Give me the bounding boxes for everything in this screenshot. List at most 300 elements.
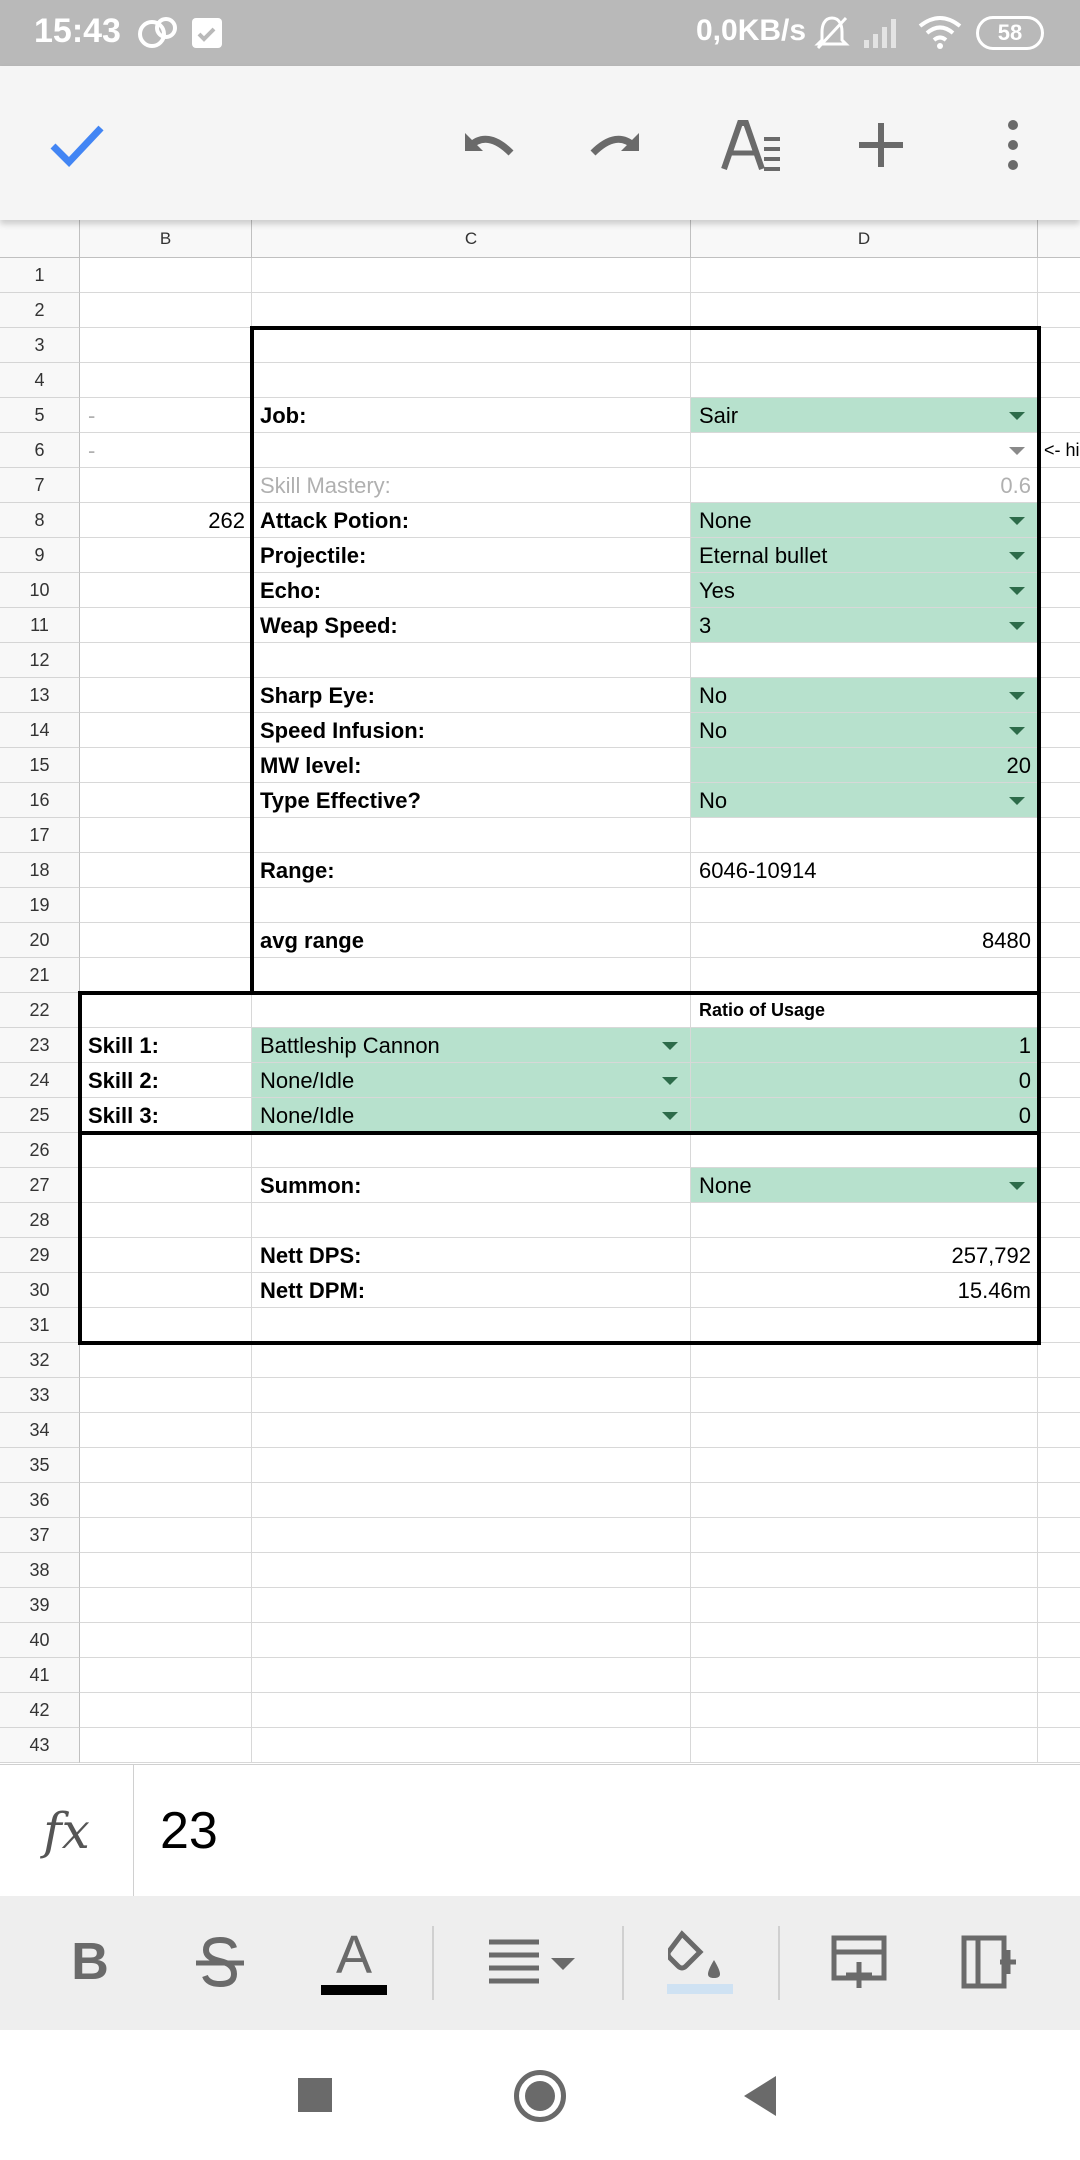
cell-c25[interactable]	[252, 1098, 691, 1133]
formula-input[interactable]: 23	[160, 1802, 218, 1860]
cell-text: 15.46m	[957, 1278, 1031, 1303]
grid-cell[interactable]	[80, 1343, 252, 1378]
add-icon[interactable]	[846, 110, 916, 180]
row-header[interactable]: 2	[0, 293, 80, 328]
status-bar	[0, 0, 1080, 66]
cell-b8[interactable]	[80, 503, 252, 538]
grid-cell[interactable]	[691, 958, 1038, 993]
cell-b6[interactable]	[80, 433, 252, 468]
cell-text: avg range	[260, 928, 364, 953]
row-header[interactable]: 27	[0, 1168, 80, 1203]
grid-cell[interactable]	[252, 1343, 691, 1378]
cell-text: None/Idle	[260, 1103, 355, 1128]
row-header[interactable]: 36	[0, 1483, 80, 1518]
grid-cell[interactable]	[80, 258, 252, 293]
status-time: 15:43	[34, 12, 121, 50]
cell-d30[interactable]	[691, 1273, 1038, 1308]
grid-cell[interactable]	[80, 748, 252, 783]
grid-cell[interactable]	[1038, 923, 1080, 958]
row-header[interactable]: 39	[0, 1588, 80, 1623]
cell-text: 20	[1006, 753, 1031, 778]
grid-cell[interactable]	[1038, 783, 1080, 818]
grid-cell[interactable]	[80, 923, 252, 958]
grid-cell[interactable]	[1038, 1063, 1080, 1098]
row-header[interactable]: 3	[0, 328, 80, 363]
grid-cell[interactable]	[252, 1413, 691, 1448]
grid-cell[interactable]	[1038, 1168, 1080, 1203]
wifi-icon	[918, 14, 962, 55]
grid-cell[interactable]	[80, 818, 252, 853]
cell-text: No	[699, 683, 728, 708]
column-header-b[interactable]: B	[80, 220, 252, 258]
grid-cell[interactable]	[252, 1203, 691, 1238]
cell-text: 0	[1018, 1103, 1031, 1128]
grid-cell[interactable]	[80, 1238, 252, 1273]
cell-text: Skill Mastery:	[260, 473, 391, 498]
row-header[interactable]: 15	[0, 748, 80, 783]
cell-c14[interactable]	[252, 713, 691, 748]
grid-cell[interactable]	[80, 573, 252, 608]
grid-cell[interactable]	[80, 468, 252, 503]
grid-cell[interactable]	[252, 1308, 691, 1343]
grid-cell[interactable]	[1038, 1518, 1080, 1553]
row-header[interactable]: 24	[0, 1063, 80, 1098]
row-header[interactable]: 38	[0, 1553, 80, 1588]
cell-text: 3	[699, 613, 712, 638]
row-header[interactable]: 29	[0, 1238, 80, 1273]
grid-cell[interactable]	[252, 1588, 691, 1623]
cell-text: No	[699, 788, 728, 813]
row-header[interactable]: 4	[0, 363, 80, 398]
row-header[interactable]: 21	[0, 958, 80, 993]
grid-cell[interactable]	[691, 888, 1038, 923]
row-header[interactable]: 9	[0, 538, 80, 573]
more-vert-icon[interactable]	[978, 110, 1048, 180]
grid-cell[interactable]	[1038, 503, 1080, 538]
grid-cell[interactable]	[1038, 573, 1080, 608]
cell-c16[interactable]	[252, 783, 691, 818]
grid-cell[interactable]	[1038, 1378, 1080, 1413]
cell-d9[interactable]	[691, 538, 1038, 573]
grid-cell[interactable]	[691, 328, 1038, 363]
row-header[interactable]: 19	[0, 888, 80, 923]
cell-d5[interactable]	[691, 398, 1038, 433]
grid-cell[interactable]	[80, 363, 252, 398]
row-header[interactable]: 12	[0, 643, 80, 678]
grid-cell[interactable]	[252, 1623, 691, 1658]
grid-cell[interactable]	[1038, 1623, 1080, 1658]
grid-cell[interactable]	[252, 1553, 691, 1588]
spreadsheet-grid[interactable]	[0, 220, 1080, 1764]
row-header[interactable]: 42	[0, 1693, 80, 1728]
grid-cell[interactable]	[80, 888, 252, 923]
grid-cell[interactable]	[1038, 643, 1080, 678]
insert-column-icon[interactable]	[956, 1922, 1022, 2002]
calendar-icon	[190, 14, 224, 55]
cell-c11[interactable]	[252, 608, 691, 643]
grid-cell[interactable]	[691, 643, 1038, 678]
cell-text: Yes	[699, 578, 735, 603]
grid-cell[interactable]	[80, 1623, 252, 1658]
grid-cell[interactable]	[1038, 1658, 1080, 1693]
cell-text: Speed Infusion:	[260, 718, 425, 743]
grid-cell[interactable]	[1038, 1588, 1080, 1623]
row-header[interactable]: 17	[0, 818, 80, 853]
grid-cell[interactable]	[80, 1168, 252, 1203]
grid-cell[interactable]	[80, 713, 252, 748]
grid-cell[interactable]	[252, 1483, 691, 1518]
redo-icon[interactable]	[582, 110, 652, 180]
grid-cell[interactable]	[1038, 328, 1080, 363]
cell-d13[interactable]	[691, 678, 1038, 713]
row-header[interactable]: 18	[0, 853, 80, 888]
grid-cell[interactable]	[691, 1623, 1038, 1658]
text-color-icon[interactable]: A	[318, 1922, 390, 2002]
cell-text: 0.6	[1000, 473, 1031, 498]
cell-b25[interactable]	[80, 1098, 252, 1133]
cell-text: None/Idle	[260, 1068, 355, 1093]
row-header[interactable]: 30	[0, 1273, 80, 1308]
row-header[interactable]: 16	[0, 783, 80, 818]
grid-cell[interactable]	[1038, 1728, 1080, 1763]
row-header[interactable]: 31	[0, 1308, 80, 1343]
cell-text: No	[699, 718, 728, 743]
grid-cell[interactable]	[80, 1273, 252, 1308]
cell-text: None	[699, 1173, 752, 1198]
cell-text: 6046-10914	[699, 858, 817, 883]
grid-cell[interactable]	[691, 1343, 1038, 1378]
dropdown-arrow-icon[interactable]	[1009, 727, 1025, 735]
cell-d18[interactable]	[691, 853, 1038, 888]
row-header[interactable]: 6	[0, 433, 80, 468]
check-icon[interactable]	[42, 110, 112, 180]
grid-cell[interactable]	[1038, 538, 1080, 573]
home-icon[interactable]	[514, 2070, 566, 2122]
dropdown-arrow-icon[interactable]	[1009, 797, 1025, 805]
grid-cell[interactable]	[691, 1588, 1038, 1623]
cell-c30[interactable]	[252, 1273, 691, 1308]
cell-c20[interactable]	[252, 923, 691, 958]
cell-c9[interactable]	[252, 538, 691, 573]
cell-text: 1	[1018, 1033, 1031, 1058]
grid-cell[interactable]	[1038, 888, 1080, 923]
grid-cell[interactable]	[252, 1693, 691, 1728]
cell-text: MW level:	[260, 753, 362, 778]
grid-cell[interactable]	[1038, 748, 1080, 783]
grid-cell[interactable]	[691, 1378, 1038, 1413]
grid-cell[interactable]	[1038, 993, 1080, 1028]
grid-cell[interactable]	[80, 1483, 252, 1518]
cell-d10[interactable]	[691, 573, 1038, 608]
grid-cell[interactable]	[80, 1308, 252, 1343]
cell-b5[interactable]	[80, 398, 252, 433]
cell-text: 8480	[982, 928, 1031, 953]
strikethrough-icon[interactable]	[190, 1922, 250, 2002]
grid-cell[interactable]	[1038, 1098, 1080, 1133]
grid-cell[interactable]	[691, 1413, 1038, 1448]
cell-text: -	[88, 438, 96, 463]
grid-cell[interactable]	[1038, 363, 1080, 398]
dropdown-arrow-icon[interactable]	[1009, 552, 1025, 560]
grid-cell[interactable]	[80, 678, 252, 713]
cell-text: Type Effective?	[260, 788, 421, 813]
navigation-bar	[0, 2030, 1080, 2160]
back-icon[interactable]	[744, 2076, 776, 2116]
grid-cell[interactable]	[1038, 1238, 1080, 1273]
row-header[interactable]: 25	[0, 1098, 80, 1133]
grid-cell[interactable]	[80, 1203, 252, 1238]
fx-icon: fx	[0, 1765, 134, 1897]
cell-d6[interactable]	[691, 433, 1038, 468]
cell-text: 0	[1018, 1068, 1031, 1093]
grid-cell[interactable]	[252, 293, 691, 328]
battery-indicator: 58	[976, 16, 1044, 50]
cell-d27[interactable]	[691, 1168, 1038, 1203]
cell-c24[interactable]	[252, 1063, 691, 1098]
row-header[interactable]: 41	[0, 1658, 80, 1693]
cell-d15[interactable]	[691, 748, 1038, 783]
row-header[interactable]: 14	[0, 713, 80, 748]
grid-cell[interactable]	[80, 1658, 252, 1693]
cell-text: Projectile:	[260, 543, 367, 568]
mute-icon	[814, 14, 850, 57]
cell-text: Skill 1:	[88, 1033, 159, 1058]
grid-cell[interactable]	[252, 1518, 691, 1553]
cell-d22[interactable]	[691, 993, 1038, 1028]
grid-cell[interactable]	[1038, 1693, 1080, 1728]
cell-d23[interactable]	[691, 1028, 1038, 1063]
formula-bar	[0, 1764, 1080, 1896]
grid-cell[interactable]	[80, 1413, 252, 1448]
grid-cell[interactable]	[691, 1518, 1038, 1553]
grid-cell[interactable]	[252, 1133, 691, 1168]
row-header[interactable]: 5	[0, 398, 80, 433]
grid-cell[interactable]	[1038, 678, 1080, 713]
cell-text: None	[699, 508, 752, 533]
align-icon[interactable]	[482, 1922, 582, 2002]
cell-b23[interactable]	[80, 1028, 252, 1063]
grid-cell[interactable]	[1038, 1483, 1080, 1518]
grid-cell[interactable]	[1038, 958, 1080, 993]
grid-cell[interactable]	[252, 958, 691, 993]
grid-cell[interactable]	[80, 1728, 252, 1763]
row-header[interactable]: 37	[0, 1518, 80, 1553]
dropdown-arrow-icon[interactable]	[1009, 692, 1025, 700]
cell-c18[interactable]	[252, 853, 691, 888]
cell-text: Attack Potion:	[260, 508, 410, 533]
grid-cell[interactable]	[80, 1553, 252, 1588]
undo-icon[interactable]	[452, 110, 522, 180]
row-header[interactable]: 32	[0, 1343, 80, 1378]
cell-c15[interactable]	[252, 748, 691, 783]
bold-icon[interactable]: B	[71, 1933, 109, 1991]
format-bar	[0, 1896, 1080, 2030]
cell-d11[interactable]	[691, 608, 1038, 643]
row-header[interactable]: 7	[0, 468, 80, 503]
grid-cell[interactable]	[691, 1693, 1038, 1728]
cell-c27[interactable]	[252, 1168, 691, 1203]
grid-cell[interactable]	[252, 1448, 691, 1483]
cell-c29[interactable]	[252, 1238, 691, 1273]
grid-cell[interactable]	[691, 293, 1038, 328]
cell-text: <- hi	[1044, 440, 1080, 460]
row-header[interactable]: 22	[0, 993, 80, 1028]
network-speed: 0,0KB/s	[696, 14, 807, 47]
cell-d16[interactable]	[691, 783, 1038, 818]
cell-text: Job:	[260, 403, 307, 428]
dropdown-arrow-icon[interactable]	[1009, 447, 1025, 455]
row-header[interactable]: 35	[0, 1448, 80, 1483]
dropdown-arrow-icon[interactable]	[1009, 587, 1025, 595]
signal-icon	[862, 14, 902, 55]
row-header[interactable]: 20	[0, 923, 80, 958]
grid-cell[interactable]	[691, 258, 1038, 293]
cell-d20[interactable]	[691, 923, 1038, 958]
row-header[interactable]: 23	[0, 1028, 80, 1063]
grid-cell[interactable]	[80, 538, 252, 573]
row-header[interactable]: 33	[0, 1378, 80, 1413]
grid-cell[interactable]	[80, 783, 252, 818]
grid-cell[interactable]	[1038, 468, 1080, 503]
grid-cell[interactable]	[252, 328, 691, 363]
row-header[interactable]: 34	[0, 1413, 80, 1448]
grid-cell[interactable]	[1038, 1448, 1080, 1483]
grid-cell[interactable]	[1038, 1133, 1080, 1168]
grid-cell[interactable]	[1038, 258, 1080, 293]
row-header[interactable]: 10	[0, 573, 80, 608]
grid-cell[interactable]	[252, 993, 691, 1028]
cell-text: Range:	[260, 858, 335, 883]
grid-cell[interactable]	[691, 363, 1038, 398]
dropdown-arrow-icon[interactable]	[1009, 1182, 1025, 1190]
grid-cell[interactable]	[80, 1588, 252, 1623]
cell-c8[interactable]	[252, 503, 691, 538]
grid-cell[interactable]	[252, 363, 691, 398]
cell-text: Skill 2:	[88, 1068, 159, 1093]
grid-cell[interactable]	[691, 1203, 1038, 1238]
grid-cell[interactable]	[1038, 608, 1080, 643]
grid-cell[interactable]	[80, 1378, 252, 1413]
grid-cell[interactable]	[80, 293, 252, 328]
row-header[interactable]: 1	[0, 258, 80, 293]
grid-cell[interactable]	[1038, 1028, 1080, 1063]
grid-cell[interactable]	[691, 1308, 1038, 1343]
grid-cell[interactable]	[691, 818, 1038, 853]
dropdown-arrow-icon[interactable]	[1009, 622, 1025, 630]
grid-cell[interactable]	[80, 1133, 252, 1168]
grid-cell[interactable]	[252, 1378, 691, 1413]
cell-text: Nett DPM:	[260, 1278, 366, 1303]
grid-cell[interactable]	[1038, 398, 1080, 433]
grid-cell[interactable]	[1038, 818, 1080, 853]
grid-cell[interactable]	[80, 328, 252, 363]
recents-icon[interactable]	[298, 2078, 332, 2112]
row-header[interactable]: 28	[0, 1203, 80, 1238]
grid-cell[interactable]	[691, 1448, 1038, 1483]
grid-cell[interactable]	[691, 1133, 1038, 1168]
call-icon	[138, 14, 178, 55]
grid-cell[interactable]	[80, 958, 252, 993]
grid-cell[interactable]	[1038, 1553, 1080, 1588]
grid-cell[interactable]	[80, 1448, 252, 1483]
cell-text: Skill 3:	[88, 1103, 159, 1128]
grid-cell[interactable]	[691, 1658, 1038, 1693]
cell-c13[interactable]	[252, 678, 691, 713]
cell-c7[interactable]	[252, 468, 691, 503]
grid-cell[interactable]	[691, 1483, 1038, 1518]
column-header-d[interactable]: D	[691, 220, 1038, 258]
cell-d7[interactable]	[691, 468, 1038, 503]
dropdown-arrow-icon[interactable]	[662, 1112, 678, 1120]
cell-d29[interactable]	[691, 1238, 1038, 1273]
grid-cell[interactable]	[1038, 1273, 1080, 1308]
cell-d24[interactable]	[691, 1063, 1038, 1098]
grid-cell[interactable]	[1038, 1413, 1080, 1448]
cell-d25[interactable]	[691, 1098, 1038, 1133]
cell-c5[interactable]	[252, 398, 691, 433]
text-format-icon[interactable]	[716, 110, 786, 180]
grid-cell[interactable]	[252, 433, 691, 468]
cell-text: Sair	[699, 403, 739, 428]
grid-cell[interactable]	[1038, 1343, 1080, 1378]
dropdown-arrow-icon[interactable]	[662, 1042, 678, 1050]
row-header[interactable]: 8	[0, 503, 80, 538]
grid-cell[interactable]	[252, 818, 691, 853]
grid-cell[interactable]	[691, 1553, 1038, 1588]
row-header[interactable]: 11	[0, 608, 80, 643]
grid-cell[interactable]	[80, 993, 252, 1028]
fill-color-icon[interactable]	[664, 1922, 736, 2002]
grid-cell[interactable]	[252, 1728, 691, 1763]
grid-cell[interactable]	[252, 1658, 691, 1693]
grid-cell[interactable]	[80, 853, 252, 888]
grid-cell[interactable]	[1038, 293, 1080, 328]
cell-text: Battleship Cannon	[260, 1033, 440, 1058]
cell-c10[interactable]	[252, 573, 691, 608]
cell-b24[interactable]	[80, 1063, 252, 1098]
grid-cell[interactable]	[1038, 1308, 1080, 1343]
cell-d8[interactable]	[691, 503, 1038, 538]
cell-text: -	[88, 403, 96, 428]
cell-e6[interactable]	[1038, 433, 1080, 468]
dropdown-arrow-icon[interactable]	[1009, 517, 1025, 525]
grid-cell[interactable]	[80, 1693, 252, 1728]
row-header[interactable]: 40	[0, 1623, 80, 1658]
column-header-c[interactable]: C	[252, 220, 691, 258]
grid-cell[interactable]	[1038, 853, 1080, 888]
grid-cell[interactable]	[80, 608, 252, 643]
cell-d14[interactable]	[691, 713, 1038, 748]
column-header-e[interactable]	[1038, 220, 1080, 258]
grid-corner[interactable]	[0, 220, 80, 258]
grid-cell[interactable]	[1038, 713, 1080, 748]
row-header[interactable]: 43	[0, 1728, 80, 1763]
dropdown-arrow-icon[interactable]	[662, 1077, 678, 1085]
grid-cell[interactable]	[252, 258, 691, 293]
cell-text: Weap Speed:	[260, 613, 398, 638]
grid-cell[interactable]	[80, 1518, 252, 1553]
row-header[interactable]: 13	[0, 678, 80, 713]
grid-cell[interactable]	[80, 643, 252, 678]
grid-cell[interactable]	[252, 888, 691, 923]
grid-cell[interactable]	[691, 1728, 1038, 1763]
grid-cell[interactable]	[1038, 1203, 1080, 1238]
row-header[interactable]: 26	[0, 1133, 80, 1168]
insert-row-icon[interactable]	[826, 1922, 892, 2002]
cell-c23[interactable]	[252, 1028, 691, 1063]
grid-cell[interactable]	[252, 643, 691, 678]
dropdown-arrow-icon[interactable]	[1009, 412, 1025, 420]
